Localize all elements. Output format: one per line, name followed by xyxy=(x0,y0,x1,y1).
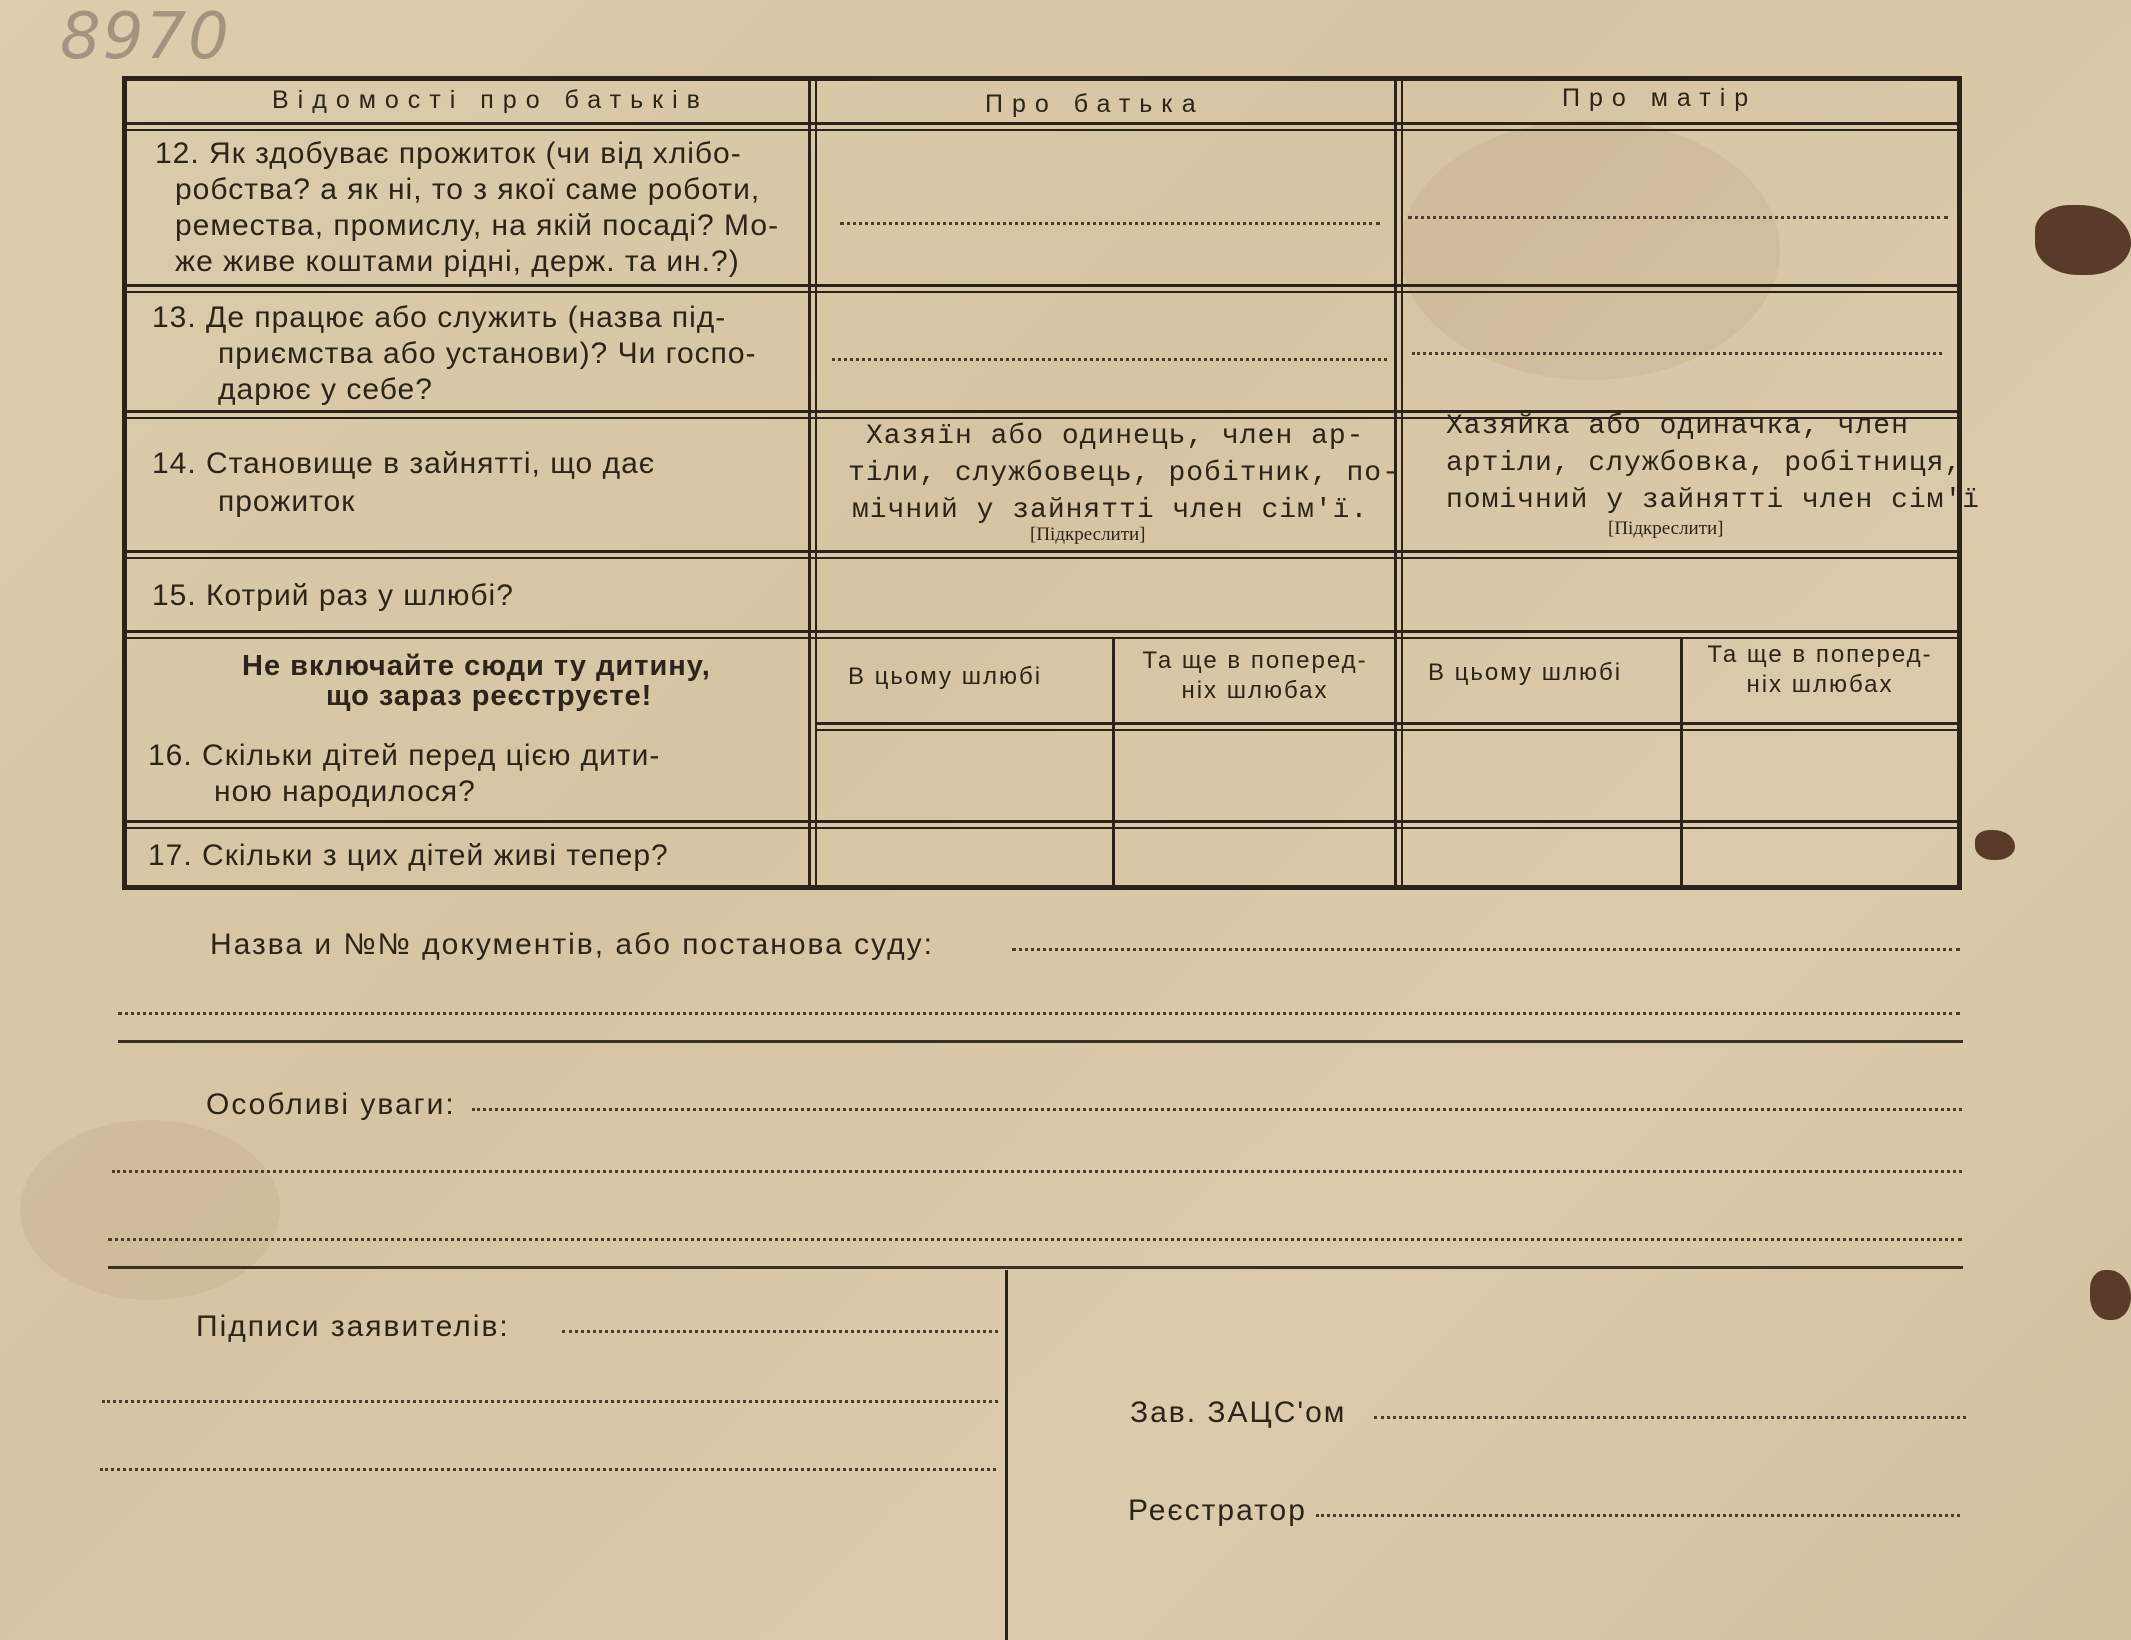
father-previous-marriages-header-1: Та ще в поперед- xyxy=(1142,647,1368,674)
header-about-mother: Про матір xyxy=(1562,84,1758,112)
paper-stain xyxy=(20,1120,280,1300)
torn-hole xyxy=(1975,830,2015,860)
head-of-registry-signature[interactable] xyxy=(1374,1416,1966,1419)
signatures-label: Підписи заявителів: xyxy=(196,1310,510,1343)
q16-line-2: ною народилося? xyxy=(214,775,476,808)
remarks-field-line-2[interactable] xyxy=(112,1170,1962,1173)
q16-warning-line-2: що зараз реєструєте! xyxy=(326,680,653,712)
torn-hole xyxy=(2035,205,2131,275)
divider xyxy=(108,1266,1963,1269)
q13-line-3: дарює у себе? xyxy=(218,373,433,406)
q14-father-option-3[interactable]: мічний у зайнятті член сім'ї. xyxy=(852,495,1369,526)
documents-label: Назва и №№ документів, або постанова суду: xyxy=(210,928,935,961)
remarks-field-line-3[interactable] xyxy=(108,1238,1962,1241)
mother-this-marriage-header: В цьому шлюбі xyxy=(1428,659,1623,686)
header-about-father: Про батька xyxy=(985,90,1205,118)
q13-line-1: 13. Де працює або служить (назва під- xyxy=(152,301,727,334)
mother-previous-marriages-header-1: Та ще в поперед- xyxy=(1707,641,1933,668)
q17-text: 17. Скільки з цих дітей живі тепер? xyxy=(148,839,669,872)
signature-divider xyxy=(1005,1270,1008,1640)
remarks-field[interactable] xyxy=(472,1108,1962,1111)
q16-line-1: 16. Скільки дітей перед цією дити- xyxy=(148,739,661,772)
signature-field-3[interactable] xyxy=(100,1468,996,1471)
q14-mother-option-1[interactable]: Хазяйка або одиначка, член xyxy=(1446,411,1909,442)
mother-previous-marriages-header-2: ніх шлюбах xyxy=(1746,671,1894,698)
signature-field-1[interactable] xyxy=(562,1330,998,1333)
header-parents-info: Відомості про батьків xyxy=(272,86,709,114)
documents-field-line-2[interactable] xyxy=(118,1012,1960,1015)
pencil-archive-number: 8970 xyxy=(60,0,231,74)
q12-line-1: 12. Як здобуває прожиток (чи від хлібо- xyxy=(155,137,742,170)
q13-mother-answer-line[interactable] xyxy=(1412,352,1942,355)
q16-warning-line-1: Не включайте сюди ту дитину, xyxy=(242,650,711,682)
father-previous-marriages-header-2: ніх шлюбах xyxy=(1181,677,1329,704)
q15-text: 15. Котрий раз у шлюбі? xyxy=(152,579,514,612)
torn-hole xyxy=(2090,1270,2131,1320)
q13-father-answer-line[interactable] xyxy=(832,358,1387,361)
head-of-registry-label: Зав. ЗАЦС'ом xyxy=(1130,1396,1347,1429)
q12-line-2: робства? а як ні, то з якої саме роботи, xyxy=(175,173,761,206)
q12-line-3: ремества, промислу, на якій посаді? Мо- xyxy=(175,209,780,242)
divider xyxy=(118,1040,1963,1043)
q12-father-answer-line[interactable] xyxy=(840,222,1380,225)
q14-father-underline-note: [Підкреслити] xyxy=(1030,524,1146,545)
q14-mother-underline-note: [Підкреслити] xyxy=(1608,518,1724,539)
q12-line-4: же живе коштами рідні, держ. та ин.?) xyxy=(175,245,740,278)
q12-mother-answer-line[interactable] xyxy=(1408,216,1948,219)
signature-field-2[interactable] xyxy=(102,1400,998,1403)
q14-line-2: прожиток xyxy=(218,485,356,518)
father-this-marriage-header: В цьому шлюбі xyxy=(848,663,1043,690)
registrar-signature[interactable] xyxy=(1316,1514,1960,1517)
documents-field[interactable] xyxy=(1012,948,1960,951)
q14-mother-option-3[interactable]: помічний у зайнятті член сім'ї xyxy=(1446,485,1981,516)
q14-line-1: 14. Становище в зайнятті, що дає xyxy=(152,447,656,480)
remarks-label: Особливі уваги: xyxy=(206,1088,456,1121)
q14-mother-option-2[interactable]: артіли, службовка, робітниця, xyxy=(1446,448,1963,479)
q14-father-option-2[interactable]: тіли, службовець, робітник, по- xyxy=(848,458,1400,489)
registrar-label: Реєстратор xyxy=(1128,1494,1307,1527)
q14-father-option-1[interactable]: Хазяїн або одинець, член ар- xyxy=(866,421,1365,452)
q13-line-2: приємства або установи)? Чи госпо- xyxy=(218,337,757,370)
